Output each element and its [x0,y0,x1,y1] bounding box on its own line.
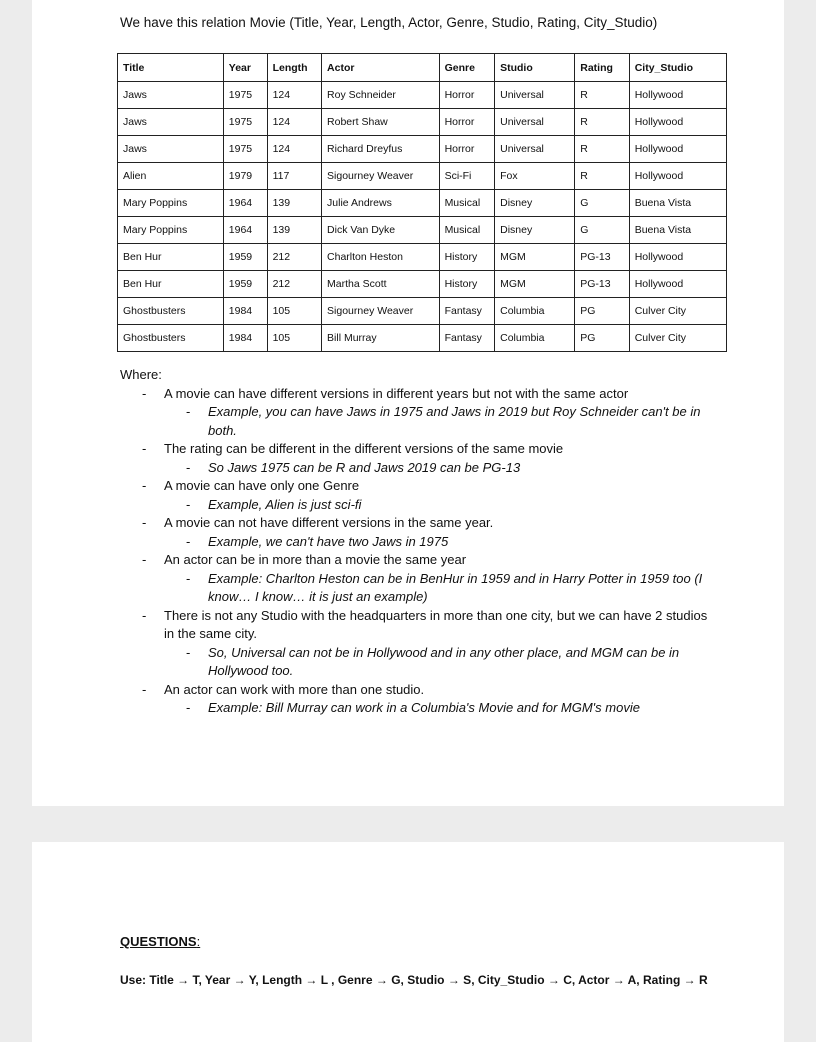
cell-genre: Horror [439,109,495,136]
header-length: Length [267,54,321,82]
cell-rating: R [575,109,629,136]
cell-city-studio: Buena Vista [629,190,726,217]
cell-rating: G [575,217,629,244]
cell-actor: Roy Schneider [322,82,440,109]
cell-rating: PG-13 [575,244,629,271]
cell-length: 139 [267,217,321,244]
cell-genre: Musical [439,217,495,244]
bullet-dash: - [142,441,147,456]
constraint-text: There is not any Studio with the headquarters in more than one city, but we can have 2 studios in the same city. [164,607,708,641]
table-row [118,325,727,352]
table-row [118,136,727,163]
cell-length: 124 [267,82,321,109]
cell-rating: PG-13 [575,271,629,298]
cell-length: 105 [267,325,321,352]
attribute-abbreviations: Use: Title → T, Year → Y, Length → L , Genre → G, Studio → S, City_Studio → C, Actor → A, Rating → R [120,973,708,987]
header-rating: Rating [575,54,629,82]
questions-title: QUESTIONS [120,934,197,949]
cell-genre: Horror [439,82,495,109]
constraint-example [120,533,720,552]
relation-intro: We have this relation Movie (Title, Year, Length, Actor, Genre, Studio, Rating, City_Studio) [120,15,658,30]
cell-genre: Fantasy [439,298,495,325]
cell-actor: Sigourney Weaver [322,298,440,325]
table-row [118,190,727,217]
constraint-example [120,644,720,681]
cell-length: 124 [267,136,321,163]
cell-studio: Disney [495,217,575,244]
cell-year: 1984 [223,298,267,325]
example-text: So, Universal can not be in Hollywood and in any other place, and MGM can be in Hollywood too. [208,644,680,678]
cell-city-studio: Hollywood [629,82,726,109]
header-city-studio: City_Studio [629,54,726,82]
where-heading: Where: [120,367,162,382]
cell-year: 1959 [223,271,267,298]
cell-title: Ben Hur [118,271,224,298]
cell-city-studio: Hollywood [629,271,726,298]
cell-rating: G [575,190,629,217]
cell-studio: Columbia [495,325,575,352]
constraint-text: An actor can work with more than one studio. [164,681,425,697]
table-row [118,271,727,298]
header-actor: Actor [322,54,440,82]
cell-year: 1959 [223,244,267,271]
cell-title: Jaws [118,136,224,163]
cell-genre: Fantasy [439,325,495,352]
cell-year: 1964 [223,217,267,244]
bullet-dash: - [186,700,191,715]
constraint-item [120,551,720,570]
cell-year: 1975 [223,109,267,136]
bullet-dash: - [142,385,147,401]
cell-length: 124 [267,109,321,136]
cell-city-studio: Hollywood [629,244,726,271]
cell-actor: Bill Murray [322,325,440,352]
cell-rating: R [575,163,629,190]
cell-city-studio: Hollywood [629,109,726,136]
example-text: Example, you can have Jaws in 1975 and Jaws in 2019 but Roy Schneider can't be in both. [208,404,701,438]
cell-genre: History [439,271,495,298]
header-year: Year [223,54,267,82]
example-text: So Jaws 1975 can be R and Jaws 2019 can be PG-13 [208,459,521,475]
bullet-dash: - [142,607,147,623]
cell-length: 117 [267,163,321,190]
cell-actor: Charlton Heston [322,244,440,271]
cell-studio: Universal [495,82,575,109]
header-title: Title [118,54,224,82]
header-genre: Genre [439,54,495,82]
cell-length: 212 [267,271,321,298]
cell-rating: PG [575,325,629,352]
constraint-item [120,477,720,496]
table-row [118,109,727,136]
constraint-item [120,607,720,644]
cell-actor: Sigourney Weaver [322,163,440,190]
bullet-dash: - [186,496,191,512]
table-row [118,163,727,190]
constraint-text: A movie can have different versions in different years but not with the same actor [164,385,629,401]
constraint-item [120,440,720,459]
constraints-list [120,385,720,718]
cell-length: 212 [267,244,321,271]
document-page-2 [32,842,784,1042]
cell-title: Alien [118,163,224,190]
cell-title: Jaws [118,82,224,109]
constraint-text: An actor can be in more than a movie the same year [164,552,467,567]
cell-title: Jaws [118,109,224,136]
bullet-dash: - [186,533,191,549]
constraint-text: The rating can be different in the different versions of the same movie [164,441,564,456]
cell-rating: R [575,82,629,109]
cell-studio: Columbia [495,298,575,325]
constraint-example [120,496,720,515]
constraint-example [120,459,720,478]
example-text: Example, Alien is just sci-fi [208,496,362,512]
document-page-1 [32,0,784,806]
example-text: Example: Charlton Heston can be in BenHur in 1959 and in Harry Potter in 1959 too (I know… I know… it is just an example) [208,570,703,604]
cell-city-studio: Hollywood [629,136,726,163]
cell-actor: Dick Van Dyke [322,217,440,244]
cell-genre: Musical [439,190,495,217]
table-header-row [118,54,727,82]
cell-title: Mary Poppins [118,190,224,217]
questions-colon: : [196,934,201,949]
table-row [118,82,727,109]
cell-actor: Julie Andrews [322,190,440,217]
bullet-dash: - [142,552,147,567]
cell-city-studio: Hollywood [629,163,726,190]
constraint-item [120,385,720,404]
cell-studio: Disney [495,190,575,217]
cell-studio: Universal [495,109,575,136]
cell-title: Ghostbusters [118,325,224,352]
header-studio: Studio [495,54,575,82]
cell-year: 1984 [223,325,267,352]
cell-year: 1979 [223,163,267,190]
bullet-dash: - [142,515,147,530]
constraint-example [120,699,720,718]
constraint-item [120,514,720,533]
bullet-dash: - [142,478,147,493]
constraint-text: A movie can have only one Genre [164,478,360,493]
cell-actor: Martha Scott [322,271,440,298]
cell-length: 105 [267,298,321,325]
cell-actor: Robert Shaw [322,109,440,136]
cell-title: Mary Poppins [118,217,224,244]
constraints-section [120,366,720,718]
bullet-dash: - [186,570,191,586]
table-row [118,244,727,271]
cell-studio: MGM [495,271,575,298]
bullet-dash: - [186,459,191,475]
cell-rating: R [575,136,629,163]
constraint-text: A movie can not have different versions in the same year. [164,515,494,530]
example-text: Example, we can't have two Jaws in 1975 [208,533,449,549]
cell-genre: Horror [439,136,495,163]
constraint-example [120,570,720,607]
table-row [118,298,727,325]
bullet-dash: - [142,681,147,697]
cell-year: 1975 [223,82,267,109]
constraint-example [120,403,720,440]
cell-title: Ben Hur [118,244,224,271]
cell-genre: History [439,244,495,271]
bullet-dash: - [186,404,191,419]
table-row [118,217,727,244]
cell-studio: MGM [495,244,575,271]
cell-studio: Fox [495,163,575,190]
cell-rating: PG [575,298,629,325]
cell-city-studio: Culver City [629,325,726,352]
questions-heading [120,934,200,949]
cell-city-studio: Buena Vista [629,217,726,244]
cell-city-studio: Culver City [629,298,726,325]
example-text: Example: Bill Murray can work in a Columbia's Movie and for MGM's movie [208,700,640,715]
cell-studio: Universal [495,136,575,163]
cell-genre: Sci-Fi [439,163,495,190]
cell-year: 1964 [223,190,267,217]
cell-actor: Richard Dreyfus [322,136,440,163]
bullet-dash: - [186,644,191,660]
cell-year: 1975 [223,136,267,163]
cell-title: Ghostbusters [118,298,224,325]
constraint-item [120,681,720,700]
cell-length: 139 [267,190,321,217]
movie-relation-table [117,53,727,352]
